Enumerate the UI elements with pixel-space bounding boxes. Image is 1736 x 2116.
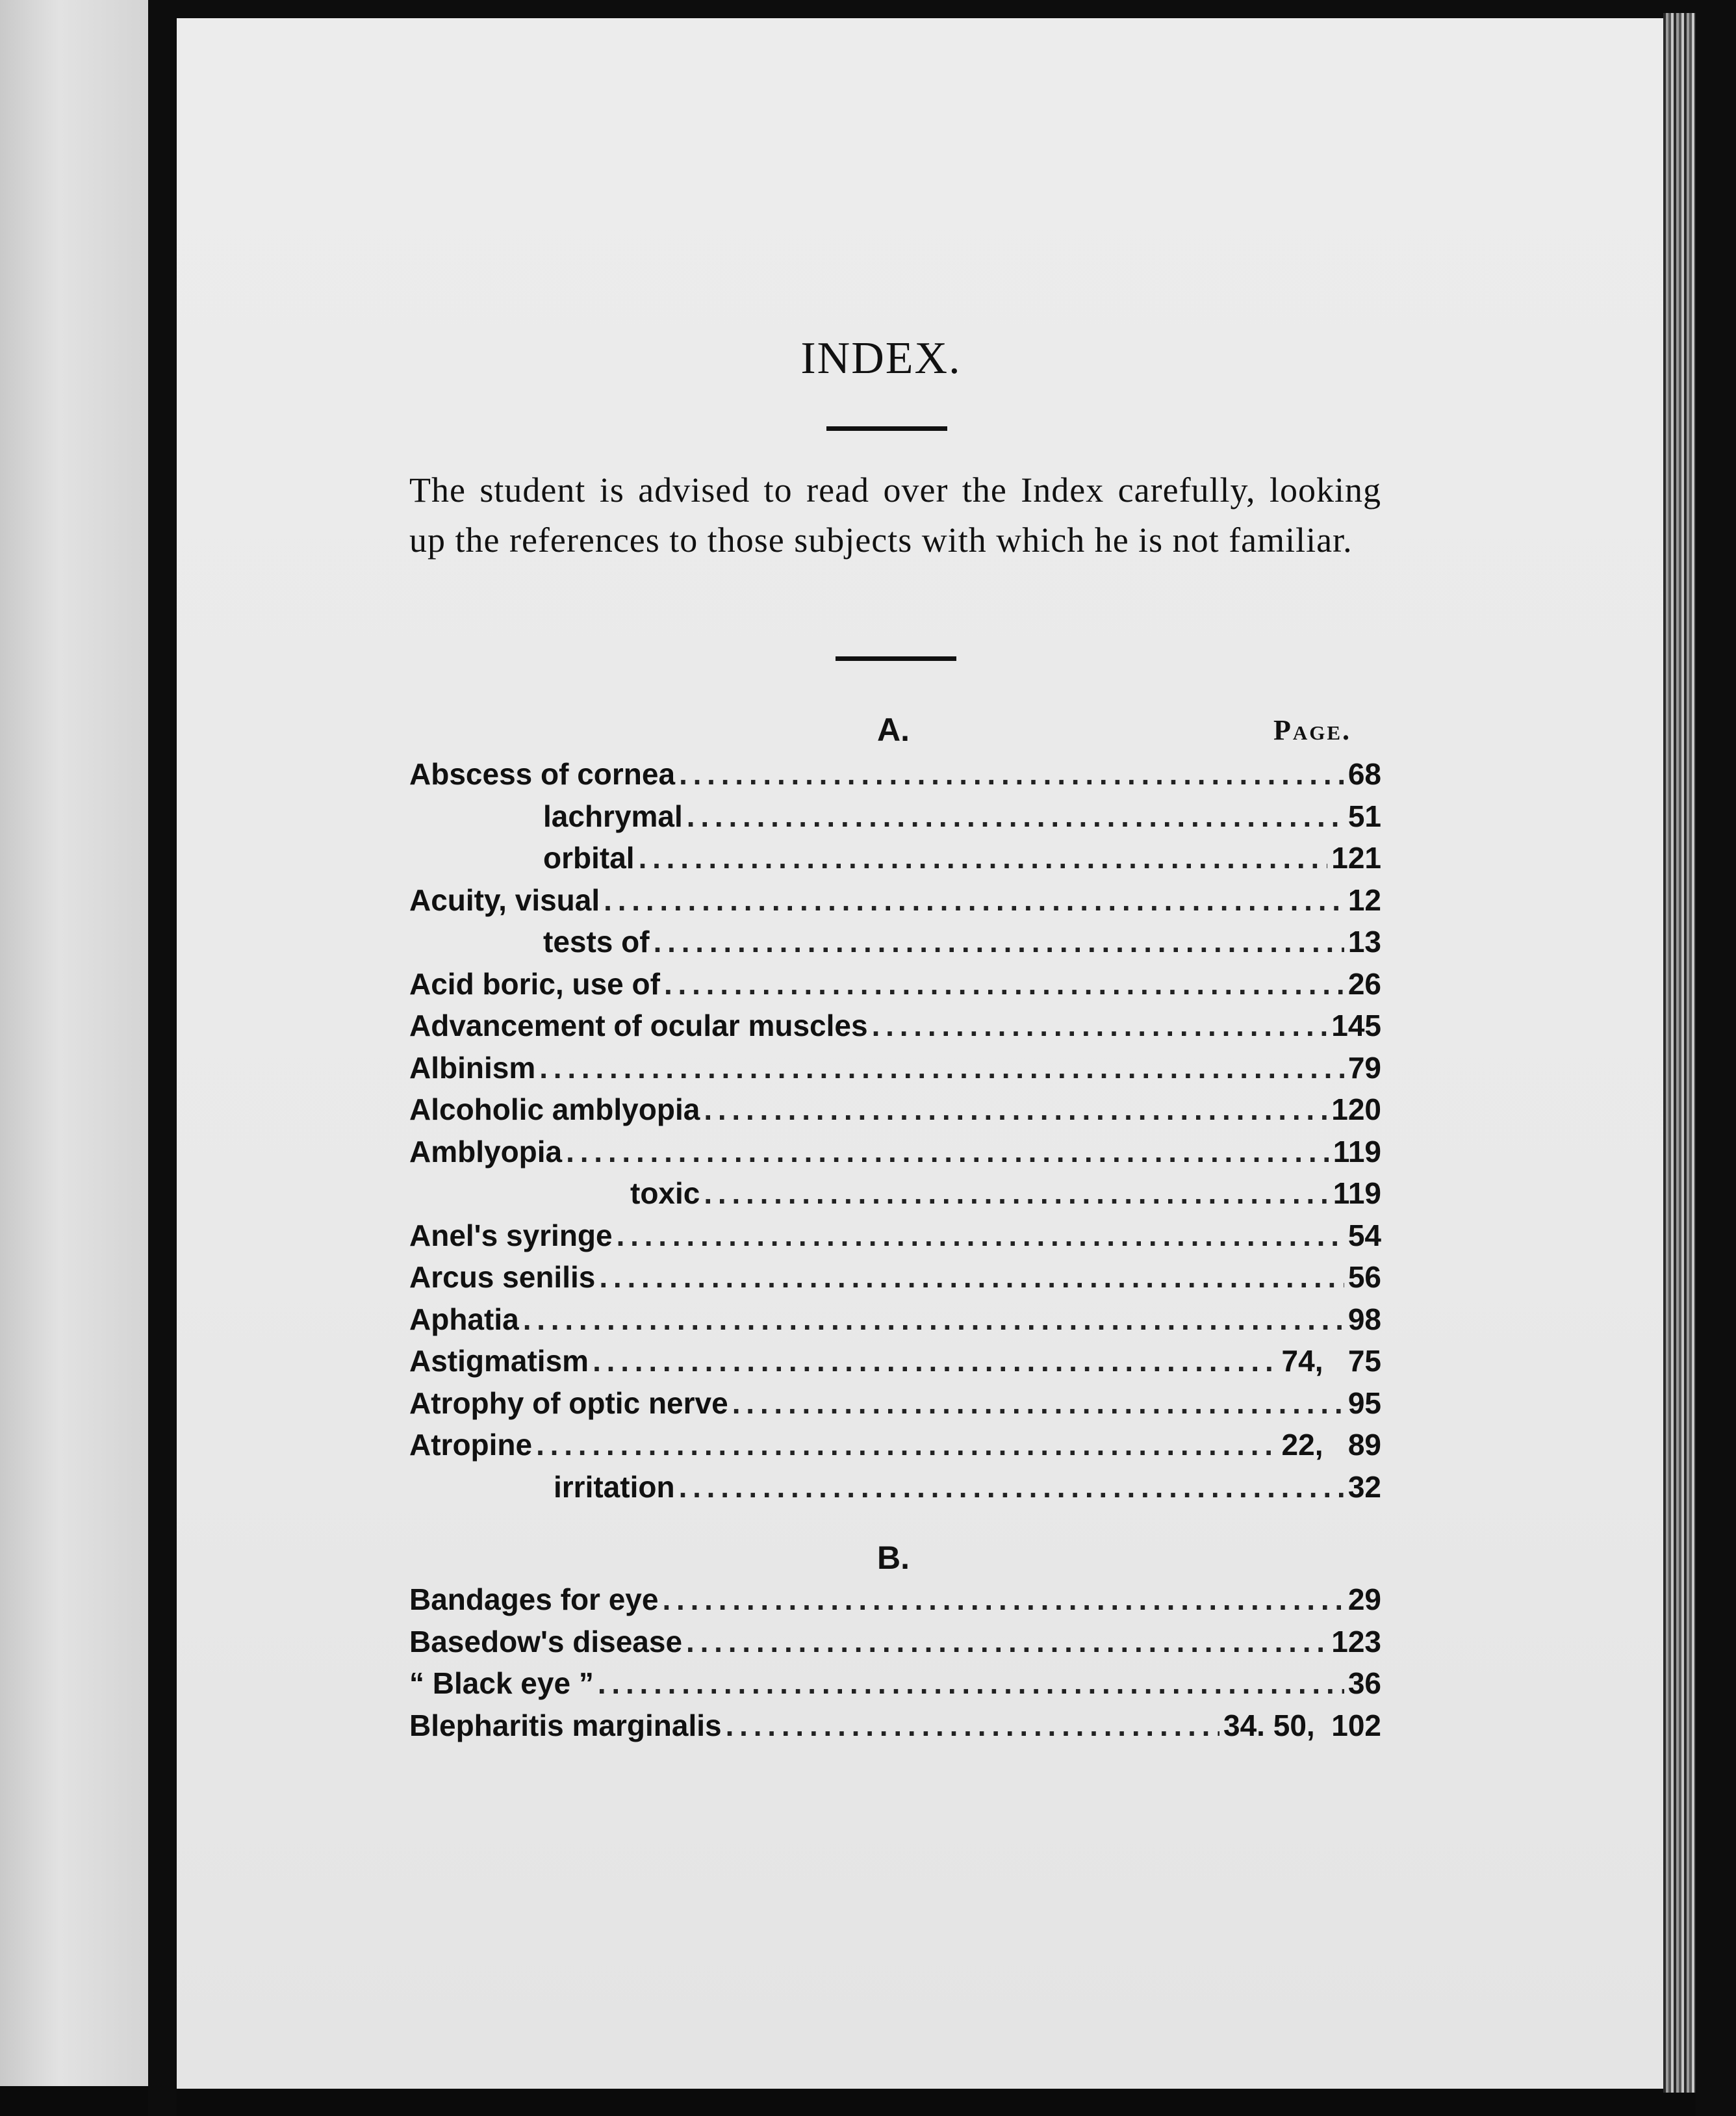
index-entry — [409, 1386, 1381, 1427]
book-gutter — [148, 0, 177, 2116]
index-entry — [543, 799, 1381, 840]
index-term: Alcoholic amblyopia — [409, 1092, 700, 1126]
index-term: Bandages for eye — [409, 1582, 659, 1616]
index-entry — [409, 1582, 1381, 1623]
index-page-numbers: 95 — [1347, 1386, 1381, 1420]
index-entry — [409, 1008, 1381, 1050]
leader-dots — [662, 1582, 1344, 1617]
leader-dots — [539, 1050, 1344, 1085]
index-term: Acid boric, use of — [409, 966, 660, 1001]
index-entry — [409, 1427, 1381, 1469]
index-entry — [409, 1092, 1381, 1133]
leader-dots — [679, 1469, 1344, 1504]
index-entry — [409, 1302, 1381, 1343]
index-entry — [409, 1218, 1381, 1259]
leader-dots — [536, 1427, 1277, 1462]
index-term: Acuity, visual — [409, 883, 600, 917]
page-column-label: Page. — [1273, 714, 1352, 746]
index-term: irritation — [554, 1469, 675, 1504]
leader-dots — [617, 1218, 1344, 1253]
index-section-b — [409, 1582, 1381, 1757]
leader-dots — [872, 1008, 1328, 1043]
index-term: toxic — [630, 1176, 700, 1210]
index-page-numbers: 56 — [1347, 1260, 1381, 1294]
index-page-numbers: 51 — [1347, 799, 1381, 833]
leader-dots — [639, 840, 1328, 875]
index-term: Atrophy of optic nerve — [409, 1386, 728, 1420]
page-title: INDEX. — [800, 333, 962, 383]
index-entry — [409, 1259, 1381, 1301]
index-page-numbers: 145 — [1331, 1009, 1381, 1042]
index-entry — [554, 1469, 1381, 1511]
index-page-numbers: 29 — [1347, 1582, 1381, 1616]
index-term: Astigmatism — [409, 1344, 589, 1378]
index-entry — [409, 1050, 1381, 1092]
index-term: Anel's syringe — [409, 1218, 613, 1252]
index-page-numbers: 119 — [1333, 1134, 1381, 1168]
index-page-numbers: 34. 50, 102 — [1223, 1708, 1381, 1742]
index-page-numbers: 12 — [1347, 883, 1381, 917]
index-page-numbers: 32 — [1347, 1469, 1381, 1504]
index-entry — [630, 1176, 1381, 1217]
leader-dots — [604, 883, 1344, 918]
index-term: orbital — [543, 841, 635, 875]
index-entry — [409, 1708, 1381, 1749]
leader-dots — [664, 966, 1344, 1001]
index-page-numbers: 26 — [1347, 966, 1381, 1001]
leader-dots — [679, 756, 1344, 792]
index-term: Blepharitis marginalis — [409, 1708, 722, 1742]
index-page-numbers: 54 — [1347, 1218, 1381, 1252]
leader-dots — [593, 1343, 1277, 1378]
facing-page-edge — [0, 0, 148, 2086]
index-entry — [409, 756, 1381, 798]
index-term: Aphatia — [409, 1302, 519, 1336]
leader-dots — [704, 1176, 1329, 1211]
index-term: tests of — [543, 925, 650, 959]
index-entry — [409, 1134, 1381, 1176]
index-page-numbers: 74, 75 — [1281, 1344, 1381, 1378]
leader-dots — [686, 1624, 1327, 1659]
index-page-numbers: 22, 89 — [1281, 1428, 1381, 1462]
index-entry — [409, 966, 1381, 1008]
leader-dots — [687, 799, 1344, 834]
section-letter-a: A. — [877, 712, 910, 748]
index-page-numbers: 119 — [1333, 1176, 1381, 1210]
index-term: Atropine — [409, 1428, 533, 1462]
index-term: Abscess of cornea — [409, 757, 676, 791]
index-entry — [409, 1343, 1381, 1385]
index-term: Advancement of ocular muscles — [409, 1009, 868, 1042]
index-entry — [543, 924, 1381, 966]
index-term: Albinism — [409, 1050, 536, 1085]
index-term: “ Black eye ” — [409, 1666, 594, 1700]
intro-paragraph: The student is advised to read over the Index carefully, looking up the references to those subjects with which he is not familiar. — [409, 471, 1381, 560]
leader-dots — [654, 924, 1344, 959]
index-term: lachrymal — [543, 799, 683, 833]
title-rule — [826, 426, 947, 431]
leader-dots — [726, 1708, 1219, 1743]
leader-dots — [599, 1259, 1344, 1295]
index-page-numbers: 123 — [1331, 1624, 1381, 1658]
index-page-numbers: 79 — [1347, 1050, 1381, 1085]
index-term: Amblyopia — [409, 1134, 563, 1168]
section-letter-b: B. — [877, 1540, 910, 1576]
scan-border-right — [1696, 0, 1736, 2116]
index-page-numbers: 98 — [1347, 1302, 1381, 1336]
leader-dots — [523, 1302, 1344, 1337]
index-entry — [409, 1666, 1381, 1707]
index-entry — [409, 883, 1381, 924]
index-entry — [409, 1624, 1381, 1666]
index-term: Arcus senilis — [409, 1260, 596, 1294]
intro-rule — [836, 656, 956, 661]
leader-dots — [598, 1666, 1344, 1701]
index-term: Basedow's disease — [409, 1624, 683, 1658]
index-page-numbers: 121 — [1331, 841, 1381, 875]
index-section-a — [409, 756, 1381, 1510]
index-page-numbers: 120 — [1331, 1092, 1381, 1126]
index-page-numbers: 13 — [1347, 925, 1381, 959]
index-page-numbers: 68 — [1347, 757, 1381, 791]
page-stack-edge — [1663, 13, 1696, 2093]
index-page-numbers: 36 — [1347, 1666, 1381, 1700]
index-entry — [543, 840, 1381, 882]
scan-border-top — [0, 0, 1736, 18]
leader-dots — [566, 1134, 1329, 1169]
leader-dots — [704, 1092, 1327, 1127]
leader-dots — [732, 1386, 1344, 1421]
